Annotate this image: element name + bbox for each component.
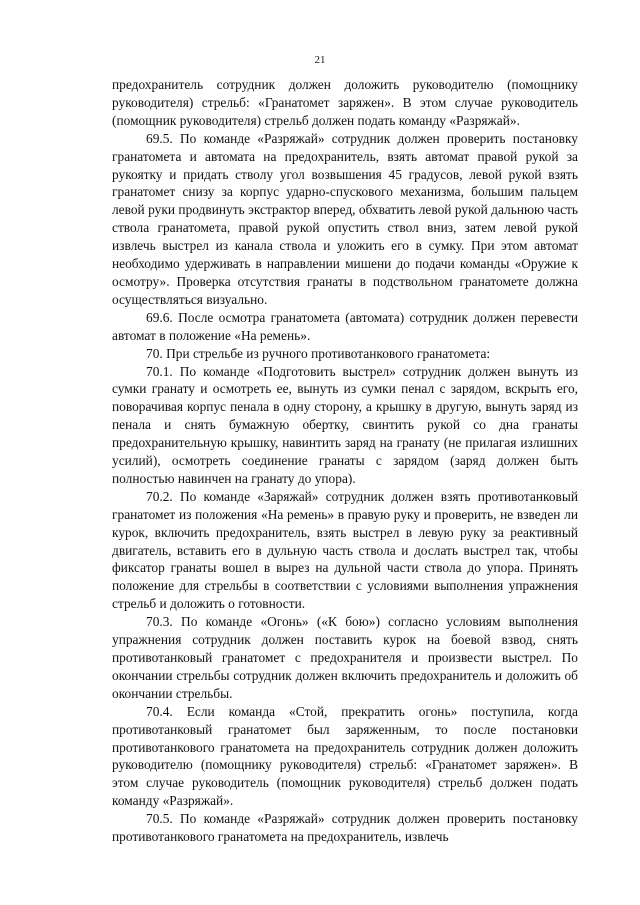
paragraph-70-2: 70.2. По команде «Заряжай» сотрудник должен взять противотанковый гранатомет из положения «На ремень» в правую руку и проверить, не взведен ли курок, включить предохранитель, взять выстрел в левую руку за реактивный двигатель, вставить его в дульную часть ствола и дослать выстрел так, чтобы фиксатор гранаты вошел в вырез на дульной части ствола до упора. Принять положение для стрельбы в соответствии с условиями выполнения упражнения стрельб и доложить о готовности. <box>112 488 578 612</box>
paragraph-continuation: предохранитель сотрудник должен доложить руководителю (помощнику руководителя) стрельб: «Гранатомет заряжен». В этом случае руководитель (помощник руководителя) стрельб должен подать команду «Разряжай». <box>112 77 578 128</box>
document-body <box>112 76 578 846</box>
paragraph-69-5: 69.5. По команде «Разряжай» сотрудник должен проверить постановку гранатомета и автомата на предохранитель, взять автомат правой рукой за рукоятку и придать стволу угол возвышения 45 градусов, левой рукой взять гранатомет снизу за корпус ударно-спускового механизма, большим пальцем левой руки продвинуть экстрактор вперед, обхватить левой рукой дальнюю часть ствола гранатомета, правой рукой опустить ствол вниз, затем левой рукой извлечь выстрел из канала ствола и уложить его в сумку. При этом автомат необходимо удерживать в направлении мишени до подачи команды «Оружие к осмотру». Проверка отсутствия гранаты в подствольном гранатомете должна осуществляться визуально. <box>112 130 578 307</box>
paragraph-69-6: 69.6. После осмотра гранатомета (автомата) сотрудник должен перевести автомат в положение «На ремень». <box>112 309 578 343</box>
paragraph-70-3: 70.3. По команде «Огонь» («К бою») согласно условиям выполнения упражнения сотрудник должен поставить курок на боевой взвод, снять противотанковый гранатомет с предохранителя и произвести выстрел. По окончании стрельбы сотрудник должен включить предохранитель и доложить об окончании стрельбы. <box>112 614 578 701</box>
paragraph-70: 70. При стрельбе из ручного противотанкового гранатомета: <box>146 345 491 361</box>
paragraph-70-4: 70.4. Если команда «Стой, прекратить огонь» поступила, когда противотанковый гранатомет был заряженным, то после постановки противотанкового гранатомета на предохранитель сотрудник должен доложить руководителю (помощнику руководителя) стрельб: «Гранатомет заряжен». В этом случае руководитель (помощник руководителя) стрельб должен подать команду «Разряжай». <box>112 703 578 809</box>
paragraph-70-1: 70.1. По команде «Подготовить выстрел» сотрудник должен вынуть из сумки гранату и осмотреть ее, вынуть из сумки пенал с зарядом, вскрыть его, поворачивая корпус пенала в одну сторону, а крышку в другую, вынуть заряд из пенала и снять бумажную обертку, свинтить рукой со дна гранаты предохранительную крышку, навинтить заряд на гранату (не прилагая излишних усилий), осмотреть соединение гранаты с зарядом (заряд должен быть полностью навинчен на гранату до упора). <box>112 363 578 486</box>
page-number: 21 <box>314 54 326 66</box>
paragraph-70-5: 70.5. По команде «Разряжай» сотрудник должен проверить постановку противотанкового гранатомета на предохранитель, извлечь <box>112 811 578 845</box>
